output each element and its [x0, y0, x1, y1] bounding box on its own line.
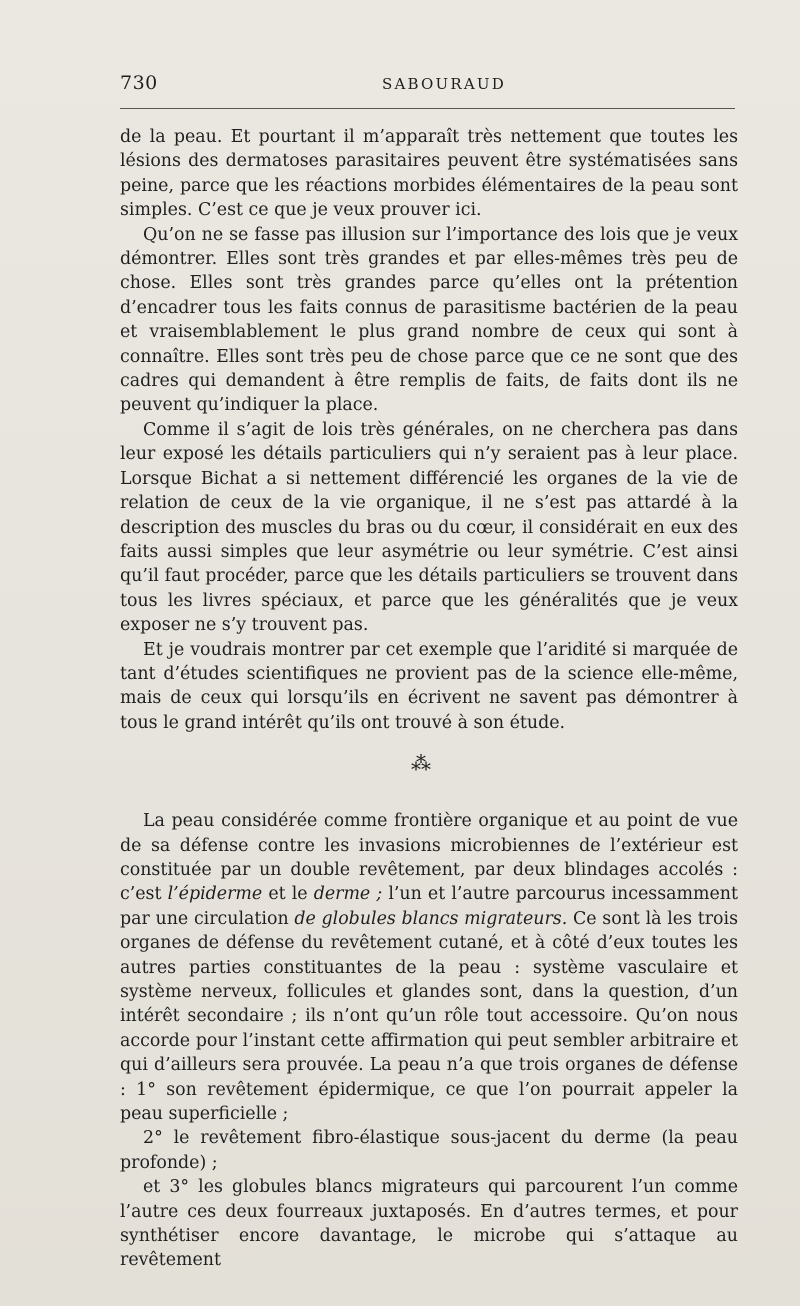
paragraph-5 [120, 809, 738, 1126]
paragraph-5-part-a: La peau considérée comme frontière organique et au point de vue de sa défense contre les invasions microbiennes de l’extérieur est constituée par un double revêtement, par deux blindages accolés : c’est [120, 811, 738, 905]
running-head: SABOURAUD [382, 75, 506, 93]
paragraph-1: de la peau. Et pourtant il m’apparaît très nettement que toutes les lésions des dermatoses parasitaires peuvent être systématisées sans peine, parce que les réactions morbides élémentaires de la peau sont simples. C’est ce que je veux prouver ici. [120, 127, 738, 221]
section-separator [120, 741, 738, 791]
paragraph-6: 2° le revêtement fibro-élastique sous-jacent du derme (la peau profonde) ; [120, 1128, 738, 1173]
page-number: 730 [120, 72, 158, 94]
page-header [120, 72, 735, 100]
paragraph-5-part-b: et le [262, 884, 314, 905]
paragraph-5-part-c: l’un et l’autre parcourus incessamment par une circulation [120, 884, 738, 929]
term-globules-blancs: de globules blancs migrateurs. [294, 908, 568, 929]
paragraph-3: Comme il s’agit de lois très générales, on ne cherchera pas dans leur exposé les détails particuliers qui n’y seraient pas à leur place. Lorsque Bichat a si nettement différencié les organes de la vie de relation de ceux de la vie organique, il ne s’est pas attardé à la description des muscles du bras ou du cœur, il considérait en eux des faits aussi simples que leur asymétrie ou leur symétrie. C’est ainsi qu’il faut procéder, parce que les détails particuliers se trouvent dans tous les livres spéciaux, et parce que les généralités que je veux exposer ne s’y trouvent pas. [120, 419, 738, 636]
term-derme: derme ; [313, 884, 383, 905]
paragraph-2: Qu’on ne se fasse pas illusion sur l’importance des lois que je veux démontrer. Elles sont très grandes et par elles-mêmes très peu de chose. Elles sont très grandes parce qu’elles ont la prétention d’encadrer tous les faits connus de parasitisme bactérien de la peau et vraisemblablement le plus grand nombre de ceux qui sont à connaître. Elles sont très peu de chose parce que ce ne sont que des cadres qui demandent à être remplis de faits, de faits dont ils ne peuvent qu’indiquer la place. [120, 224, 738, 416]
separator-asterism: ⁂ [411, 751, 431, 776]
paragraph-7: et 3° les globules blancs migrateurs qui parcourent l’un comme l’autre ces deux fourreaux juxtaposés. En d’autres termes, et pour synthétiser encore davantage, le microbe qui s’attaque au revêtement [120, 1177, 738, 1271]
body-text [120, 125, 738, 1273]
paragraph-5-part-d: Ce sont là les trois organes de défense du revêtement cutané, et à côté d’eux toutes les autres parties constituantes de la peau : système vasculaire et système nerveux, follicules et glandes sont, dans la question, d’un intérêt secondaire ; ils n’ont qu’un rôle tout accessoire. Qu’on nous accorde pour l’instant cette affirmation qui peut sembler arbitraire et qui d’ailleurs sera prouvée. La peau n’a que trois organes de défense : 1° son revêtement épidermique, ce que l’on pourrait appeler la peau superficielle ; [120, 908, 738, 1125]
paragraph-4: Et je voudrais montrer par cet exemple que l’aridité si marquée de tant d’études scientifiques ne provient pas de la science elle-même, mais de ceux qui lorsqu’ils en écrivent ne savent pas démontrer à tous le grand intérêt qu’ils ont trouvé à son étude. [120, 639, 738, 733]
header-rule [120, 108, 735, 109]
term-epiderme: l’épiderme [167, 884, 263, 905]
